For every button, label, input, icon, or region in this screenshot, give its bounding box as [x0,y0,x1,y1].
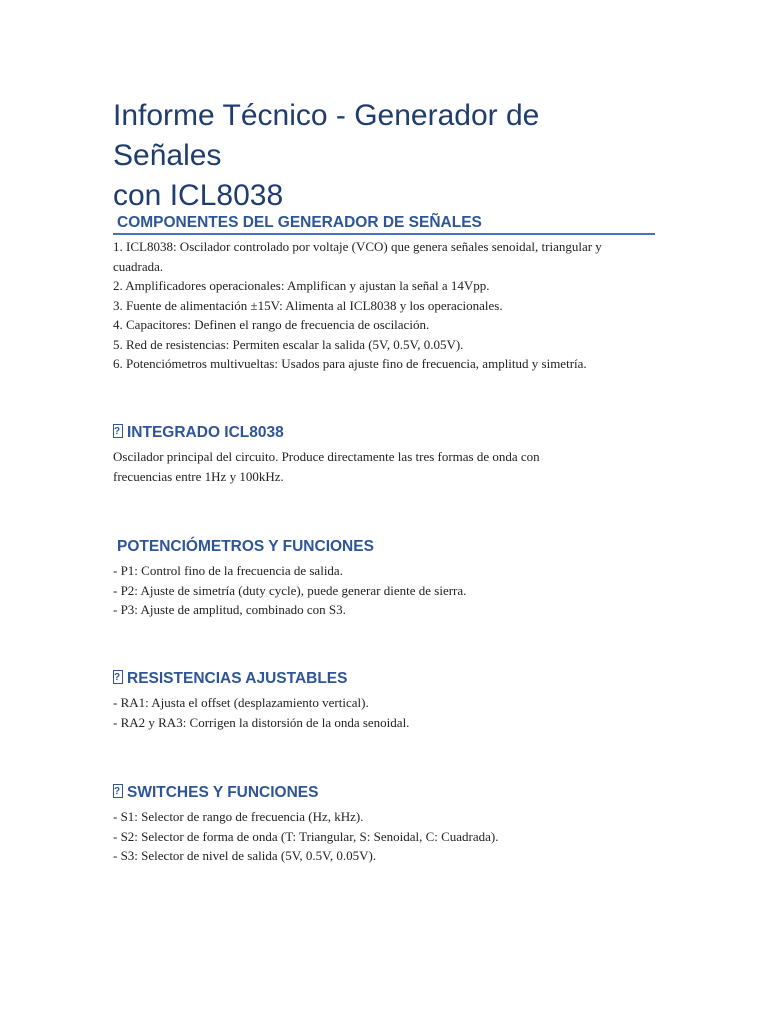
body-line: 2. Amplificadores operacionales: Amplifican y ajustan la señal a 14Vpp. [113,278,490,293]
body-line: 6. Potenciómetros multivueltas: Usados para ajuste fino de frecuencia, amplitud y simetría. [113,356,587,371]
body-line: 3. Fuente de alimentación ±15V: Alimenta al ICL8038 y los operacionales. [113,297,503,313]
section-heading: ?INTEGRADO ICL8038 [113,423,655,443]
section-potenciometros [113,537,655,620]
body-line: - P2: Ajuste de simetría (duty cycle), puede generar diente de sierra. [113,582,467,598]
section-switches [113,783,655,866]
section-heading: COMPONENTES DEL GENERADOR DE SEÑALES [117,214,482,231]
section-integrado [113,423,655,486]
missing-glyph-icon [113,670,123,684]
body-line: - P3: Ajuste de amplitud, combinado con S3. [113,602,346,617]
body-line: cuadrada. [113,258,164,274]
body-line: - S3: Selector de nivel de salida (5V, 0.5V, 0.05V). [113,848,377,863]
body-line: 5. Red de resistencias: Permiten escalar la salida (5V, 0.5V, 0.05V). [113,336,464,352]
document-title [113,96,655,216]
body-line: Oscilador principal del circuito. Produce directamente las tres formas de onda con [113,449,540,464]
body-line: - S1: Selector de rango de frecuencia (Hz, kHz). [113,809,364,824]
section-heading: ?SWITCHES Y FUNCIONES [113,783,655,803]
body-line: frecuencias entre 1Hz y 100kHz. [113,468,284,484]
body-line: - RA1: Ajusta el offset (desplazamiento vertical). [113,695,369,710]
body-line: 4. Capacitores: Definen el rango de frecuencia de oscilación. [113,317,430,332]
missing-glyph-icon [113,424,123,438]
body-line: - P1: Control fino de la frecuencia de salida. [113,563,343,578]
title-line-2: con ICL8038 [113,179,284,212]
document-page [113,96,655,863]
section-componentes [113,213,655,374]
section-resistencias [113,669,655,732]
section-heading: ?RESISTENCIAS AJUSTABLES [113,669,655,689]
missing-glyph-icon [113,784,123,798]
body-line: 1. ICL8038: Oscilador controlado por voltaje (VCO) que genera señales senoidal, triangular y [113,239,602,254]
title-line-1: Informe Técnico - Generador de Señales [113,99,540,172]
section-heading: POTENCIÓMETROS Y FUNCIONES [117,538,374,555]
body-line: - S2: Selector de forma de onda (T: Triangular, S: Senoidal, C: Cuadrada). [113,828,499,844]
body-line: - RA2 y RA3: Corrigen la distorsión de la onda senoidal. [113,714,410,730]
